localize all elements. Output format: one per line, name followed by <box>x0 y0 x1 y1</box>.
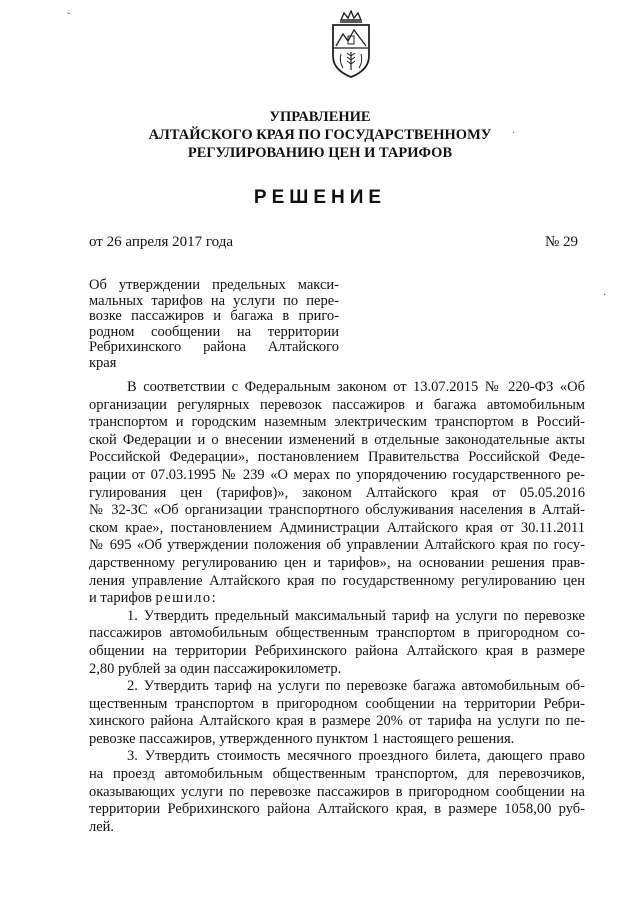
issuing-authority <box>0 108 640 162</box>
document-number: № 29 <box>545 234 579 250</box>
body-line: щественным транспортом в пригородном сообщении на территории Ребри- <box>89 695 585 712</box>
altai-krai-coat-of-arms-icon <box>327 10 375 82</box>
document-subject <box>89 278 339 371</box>
decision-item-2 <box>89 678 585 748</box>
authority-line-1: УПРАВЛЕНИЕ <box>269 109 371 125</box>
body-line: пассажиров автомобильным общественным транспортом в пригородном со- <box>89 625 585 642</box>
body-line: на проезд автомобильным общественным транспортом, для перевозчиков, <box>89 766 585 783</box>
authority-line-2: АЛТАЙСКОГО КРАЯ ПО ГОСУДАРСТВЕННОМУ <box>148 127 492 143</box>
decision-item-3 <box>89 748 585 836</box>
subject-line: мальных тарифов на услуги по пере- <box>89 292 339 309</box>
subject-line: Об утверждении предельных макси- <box>89 277 339 293</box>
preamble-tail: и тарифов <box>89 590 156 607</box>
subject-line: Ребрихинского района Алтайского <box>89 339 339 355</box>
body-line: 3. Утвердить стоимость месячного проездного билета, дающего право <box>127 748 585 765</box>
body-line: ской Федерации и о внесении изменений в отдельные законодательные акты <box>89 431 585 448</box>
body-line: рации от 07.03.1995 № 239 «О мерах по упорядочению государственного ре- <box>89 466 585 483</box>
preamble-paragraph <box>89 379 585 608</box>
body-line: оказывающих услуги по перевозке пассажиров в пригородном сообщении на <box>89 783 585 800</box>
body-line: гулирования цен (тарифов)», законом Алтайского края от 05.05.2016 <box>89 484 585 501</box>
body-line: организации регулярных перевозок пассажиров и багажа автомобильным <box>89 396 585 413</box>
authority-line-3: РЕГУЛИРОВАНИЮ ЦЕН И ТАРИФОВ <box>187 145 453 161</box>
body-line: 2. Утвердить тариф на услуги по перевозке багажа автомобильным об- <box>127 678 585 695</box>
body-line: ления управление Алтайского края по государственному регулированию цен <box>89 572 585 589</box>
subject-line: родном сообщении на территории <box>89 323 339 340</box>
body-line: транспортом и городским наземным электрическим транспортом в Россий- <box>89 414 585 431</box>
scan-mark: ˇ <box>67 12 71 23</box>
decision-item-1 <box>89 608 585 678</box>
body-line: 1. Утвердить предельный максимальный тариф на услуги по перевозке <box>127 607 585 624</box>
body-line: ском крае», постановлением Администрации Алтайского края от 30.11.2011 <box>89 519 585 536</box>
scan-mark: · <box>603 290 607 301</box>
scan-mark: · <box>512 128 516 139</box>
decided-word: решило: <box>155 590 218 607</box>
body-line-last <box>89 590 585 608</box>
subject-line: возке пассажиров и багажа в приго- <box>89 308 339 324</box>
body-line: лей. <box>89 818 115 835</box>
body-line: Российской Федерации», постановлением Правительства Российской Феде- <box>89 449 585 466</box>
body-line: хинского района Алтайского края в размере 20% от тарифа на услуги по пе- <box>89 713 585 730</box>
subject-line: края <box>89 354 117 371</box>
body-line: общении на территории Ребрихинского района Алтайского края в размере <box>89 642 585 659</box>
body-line: № 32-ЗС «Об организации транспортного обслуживания населения в Алтай- <box>89 502 585 519</box>
body-line: ревозке пассажиров, утвержденного пунктом 1 настоящего решения. <box>89 730 515 747</box>
body-line: 2,80 рублей за один пассажирокилометр. <box>89 660 342 677</box>
body-line: № 695 «Об утверждении положения об управлении Алтайского края по госу- <box>89 537 585 554</box>
body-line: дарственному регулированию цен и тарифов», на основании решения прав- <box>89 554 585 571</box>
document-type-title: РЕШЕНИЕ <box>253 187 387 208</box>
document-date: от 26 апреля 2017 года <box>89 234 234 250</box>
document-body <box>89 379 585 836</box>
body-line: территории Ребрихинского района Алтайского края, в размере 1058,00 руб- <box>89 801 585 818</box>
body-line: В соответствии с Федеральным законом от 13.07.2015 № 220-ФЗ «Об <box>127 379 585 395</box>
